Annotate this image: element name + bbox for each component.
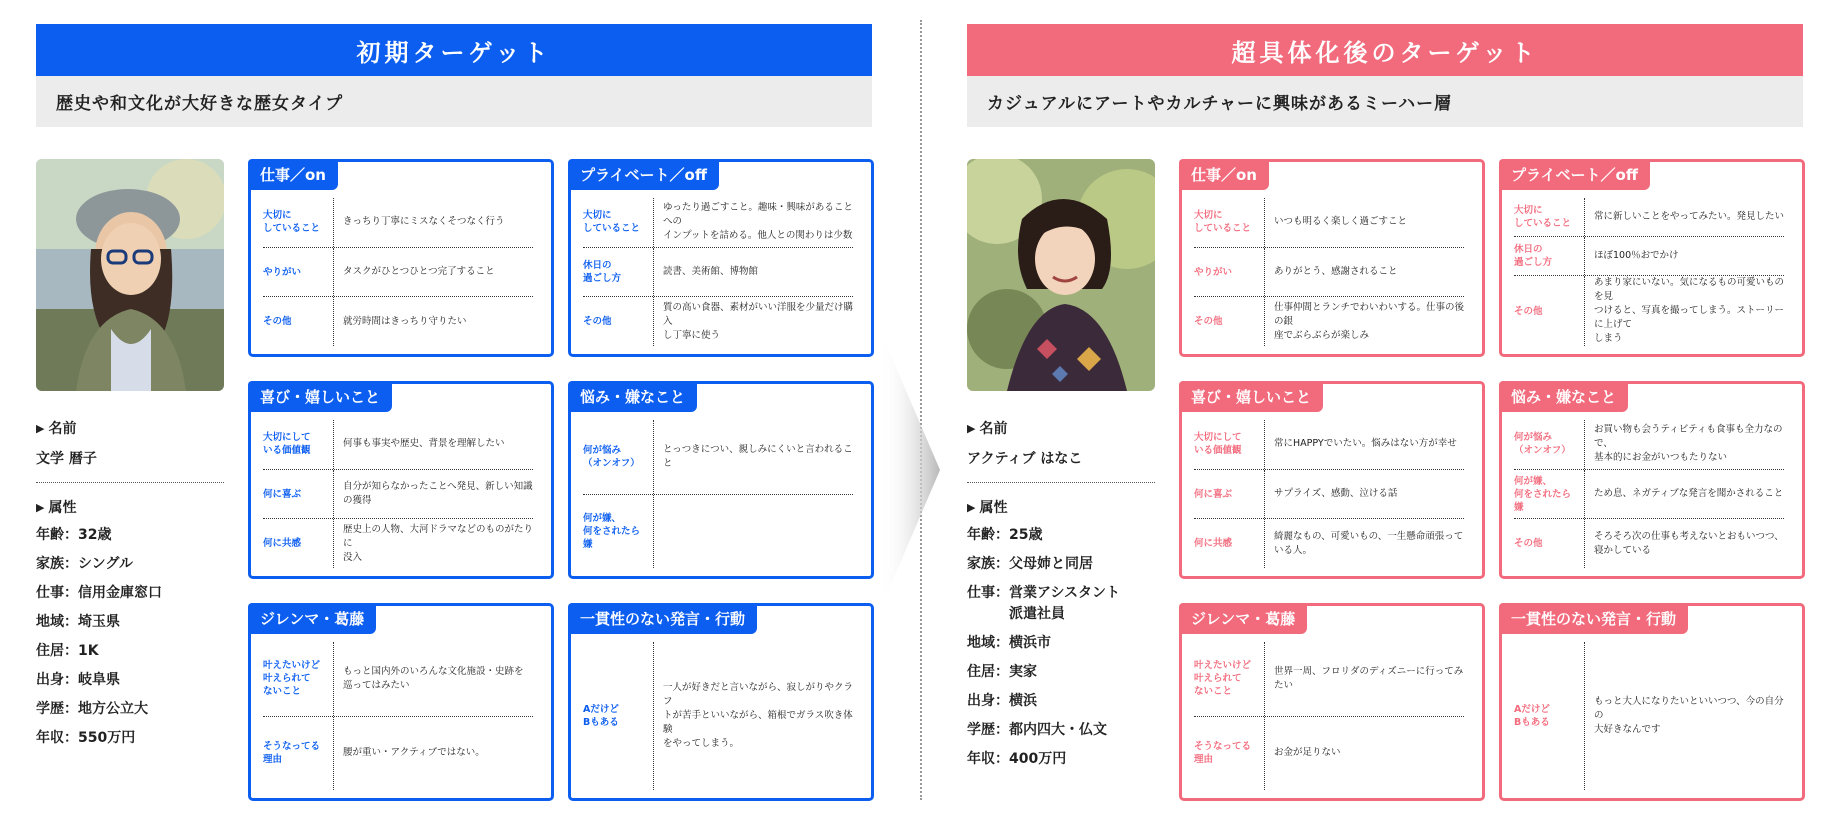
worries-card — [1499, 381, 1805, 579]
row-value: いつも明るく楽しく過ごすこと — [1264, 198, 1464, 247]
divider — [36, 482, 224, 483]
card-row — [583, 297, 853, 346]
attribute-value: 信用金庫窓口 — [78, 585, 162, 601]
attribute-row — [967, 716, 1155, 745]
card-row — [263, 470, 533, 520]
card-row — [1194, 198, 1464, 248]
row-label: 何が嫌、 何をされたら嫌 — [1514, 475, 1572, 513]
attribute-key: 地域： — [36, 614, 78, 630]
attribute-key: 年齢： — [36, 527, 78, 543]
card-row — [1194, 519, 1464, 568]
row-value: 自分が知らなかったことへ発見、新しい知識の獲得 — [333, 470, 533, 519]
card-row — [263, 198, 533, 248]
work-card — [248, 159, 554, 357]
card-title: プライベート／off — [1499, 159, 1650, 190]
attribute-value: 400万円 — [1009, 751, 1067, 767]
panel-title: 初期ターゲット — [36, 24, 872, 76]
attribute-value: 父母姉と同居 — [1009, 556, 1093, 572]
attribute-row — [967, 521, 1155, 550]
row-label: Aだけど Bもある — [1514, 704, 1550, 728]
attribute-heading — [967, 497, 1155, 517]
row-label: 大切に していること — [583, 210, 641, 235]
card-row — [1194, 297, 1464, 346]
attribute-value: 550万円 — [78, 730, 136, 746]
row-label: 大切に していること — [263, 210, 321, 235]
row-label: 何に共感 — [1194, 538, 1233, 550]
card-row — [263, 717, 533, 791]
initial-target-panel — [36, 24, 872, 804]
card-row — [1194, 470, 1464, 520]
triangle-icon: ▶ — [967, 421, 976, 435]
row-label: 何に喜ぶ — [1194, 488, 1233, 500]
row-value — [653, 495, 853, 569]
attribute-list — [967, 521, 1155, 774]
card-title: 仕事／on — [1179, 159, 1269, 190]
attribute-heading-label: 属性 — [48, 500, 77, 516]
inconsistency-card — [1499, 603, 1805, 801]
row-label: その他 — [583, 316, 612, 328]
row-value: とっつきについ、親しみにくいと言われること — [653, 420, 853, 494]
row-value: お買い物も会うティビティも食事も全力なので、 基本的にお金がいつもたりない — [1584, 420, 1784, 469]
row-value: 一人が好きだと言いながら、寂しがりやクラフ トが苦手といいながら、箱根でガラス吹き体験 をやってしまう。 — [653, 642, 853, 790]
card-row — [583, 248, 853, 298]
attribute-row — [967, 658, 1155, 687]
attribute-key: 学歴： — [36, 701, 78, 717]
attribute-value: 営業アシスタント 派遣社員 — [1009, 585, 1121, 622]
row-value: 読書、美術館、博物館 — [653, 248, 853, 297]
panel-title: 超具体化後のターゲット — [967, 24, 1803, 76]
row-value: そろそろ次の仕事も考えないとおもいつつ、 寝かしている — [1584, 519, 1784, 568]
card-row — [1514, 198, 1784, 237]
refined-target-panel — [967, 24, 1803, 804]
card-row — [1194, 717, 1464, 791]
attribute-row — [36, 579, 224, 608]
row-label: そうなってる 理由 — [263, 741, 321, 766]
row-label: その他 — [1514, 538, 1543, 550]
persona-photo — [967, 159, 1155, 391]
card-row — [1514, 237, 1784, 276]
row-value: もっと大人になりたいといいつつ、今の自分の 大好きなんです — [1584, 642, 1784, 790]
name-heading-label: 名前 — [48, 421, 77, 437]
row-value: きっちり丁寧にミスなくそつなく行う — [333, 198, 533, 247]
attribute-key: 出身： — [967, 693, 1009, 709]
private-card — [1499, 159, 1805, 357]
row-value: 世界一周、フロリダのディズニーに行ってみたい — [1264, 642, 1464, 716]
card-row — [1194, 642, 1464, 717]
attribute-key: 年収： — [967, 751, 1009, 767]
row-value: 就労時間はきっちり守りたい — [333, 297, 533, 346]
card-row — [583, 495, 853, 569]
row-value: 常にHAPPYでいたい。悩みはない方が幸せ — [1264, 420, 1464, 469]
triangle-icon: ▶ — [967, 500, 976, 514]
card-row — [1514, 470, 1784, 520]
card-title: プライベート／off — [568, 159, 719, 190]
row-label: やりがい — [263, 266, 302, 278]
row-value: お金が足りない — [1264, 717, 1464, 791]
row-label: その他 — [1514, 305, 1543, 317]
attribute-row — [36, 695, 224, 724]
row-label: 大切にして いる価値観 — [263, 432, 311, 457]
transition-arrow-icon — [880, 330, 940, 610]
row-value: ため息、ネガティブな発言を聞かされること — [1584, 470, 1784, 519]
row-value: あまり家にいない。気になるもの可愛いものを見 つけると、写真を撮ってしまう。ストーリーに上げて しまう — [1584, 276, 1784, 346]
row-label: Aだけど Bもある — [583, 704, 619, 728]
attribute-value: 32歳 — [78, 527, 112, 543]
card-title: 一貫性のない発言・行動 — [568, 603, 757, 634]
attribute-row — [36, 550, 224, 579]
row-value: 仕事仲間とランチでわいわいする。仕事の後の銀 座でぶらぶらが楽しみ — [1264, 297, 1464, 346]
row-value: ほぼ100％おでかけ — [1584, 237, 1784, 275]
attribute-row — [967, 687, 1155, 716]
persona-photo — [36, 159, 224, 391]
worries-card — [568, 381, 874, 579]
row-value: もっと国内外のいろんな文化施設・史跡を 巡ってはみたい — [333, 642, 533, 716]
row-label: 何が悩み （オンオフ） — [1514, 432, 1571, 457]
card-title: 喜び・嬉しいこと — [1179, 381, 1323, 412]
card-row — [583, 642, 853, 790]
card-row — [263, 642, 533, 717]
inconsistency-card — [568, 603, 874, 801]
attribute-key: 出身： — [36, 672, 78, 688]
dilemma-card — [1179, 603, 1485, 801]
row-value: 腰が重い・アクティブではない。 — [333, 717, 533, 791]
attribute-value: 25歳 — [1009, 527, 1043, 543]
triangle-icon: ▶ — [36, 500, 45, 514]
card-title: ジレンマ・葛藤 — [1179, 603, 1307, 634]
attribute-row — [36, 724, 224, 753]
attribute-value: 埼玉県 — [78, 614, 120, 630]
joy-card — [1179, 381, 1485, 579]
row-value: タスクがひとつひとつ完了すること — [333, 248, 533, 297]
attribute-value: 岐阜県 — [78, 672, 120, 688]
row-label: 大切にして いる価値観 — [1194, 432, 1242, 457]
row-value: 質の高い食器、素材がいい洋服を少量だけ購入 し丁寧に使う — [653, 297, 853, 346]
attribute-row — [36, 521, 224, 550]
name-heading — [967, 418, 1155, 438]
row-label: その他 — [263, 316, 292, 328]
card-title: 一貫性のない発言・行動 — [1499, 603, 1688, 634]
attribute-heading — [36, 497, 224, 517]
card-title: 悩み・嫌なこと — [568, 381, 697, 412]
private-card — [568, 159, 874, 357]
row-label: そうなってる 理由 — [1194, 741, 1252, 766]
attribute-value: 横浜市 — [1009, 635, 1051, 651]
attribute-list — [36, 521, 224, 753]
row-label: その他 — [1194, 316, 1223, 328]
work-card — [1179, 159, 1485, 357]
persona-profile — [967, 418, 1155, 774]
attribute-value: 1K — [78, 643, 99, 659]
attribute-key: 仕事： — [967, 585, 1009, 601]
attribute-key: 地域： — [967, 635, 1009, 651]
card-row — [1194, 420, 1464, 470]
attribute-key: 年収： — [36, 730, 78, 746]
row-label: 何が嫌、 何をされたら 嫌 — [583, 512, 641, 550]
attribute-row — [967, 629, 1155, 658]
card-row — [1514, 420, 1784, 470]
divider — [967, 482, 1155, 483]
card-title: 悩み・嫌なこと — [1499, 381, 1628, 412]
row-value: ゆったり過ごすこと。趣味・興味があることへの インプットを詰める。他人との関わりは少数 — [653, 198, 853, 247]
persona-profile — [36, 418, 224, 753]
attribute-row — [36, 637, 224, 666]
name-heading — [36, 418, 224, 438]
card-row — [263, 297, 533, 346]
row-label: 大切に していること — [1194, 210, 1252, 235]
card-row — [1514, 276, 1784, 346]
card-row — [583, 198, 853, 248]
row-label: 大切に していること — [1514, 205, 1572, 229]
attribute-row — [36, 666, 224, 695]
attribute-value: シングル — [78, 556, 133, 572]
attribute-key: 家族： — [967, 556, 1009, 572]
attribute-row — [967, 550, 1155, 579]
dilemma-card — [248, 603, 554, 801]
attribute-key: 家族： — [36, 556, 78, 572]
attribute-value: 横浜 — [1009, 693, 1037, 709]
card-row — [1514, 519, 1784, 568]
persona-name: アクティブ はなこ — [967, 451, 1083, 467]
attribute-value: 都内四大・仏文 — [1009, 722, 1107, 738]
card-row — [1194, 248, 1464, 298]
attribute-key: 住居： — [36, 643, 78, 659]
attribute-row — [36, 608, 224, 637]
row-value: ありがとう、感謝されること — [1264, 248, 1464, 297]
triangle-icon: ▶ — [36, 421, 45, 435]
row-label: 何に共感 — [263, 538, 302, 550]
joy-card — [248, 381, 554, 579]
row-value: 歴史上の人物、大河ドラマなどのものがたりに 没入 — [333, 519, 533, 568]
name-heading-label: 名前 — [979, 421, 1008, 437]
attribute-row — [967, 745, 1155, 774]
attribute-key: 学歴： — [967, 722, 1009, 738]
panel-subtitle: カジュアルにアートやカルチャーに興味があるミーハー層 — [967, 76, 1803, 127]
row-label: 休日の 過ごし方 — [583, 260, 622, 284]
card-row — [1514, 642, 1784, 790]
panel-subtitle: 歴史や和文化が大好きな歴女タイプ — [36, 76, 872, 127]
row-label: 何が悩み （オンオフ） — [583, 444, 640, 469]
card-row — [263, 519, 533, 568]
card-row — [583, 420, 853, 495]
attribute-row — [967, 579, 1155, 629]
row-label: 休日の 過ごし方 — [1514, 244, 1553, 268]
attribute-value: 実家 — [1009, 664, 1037, 680]
persona-name: 文学 暦子 — [36, 451, 97, 467]
row-value: 何事も事実や歴史、背景を理解したい — [333, 420, 533, 469]
row-label: 叶えたいけど 叶えられて ないこと — [1194, 660, 1252, 698]
row-value: 常に新しいことをやってみたい。発見したい — [1584, 198, 1784, 236]
row-value: サプライズ、感動、泣ける話 — [1264, 470, 1464, 519]
attribute-heading-label: 属性 — [979, 500, 1008, 516]
attribute-value: 地方公立大 — [78, 701, 148, 717]
attribute-key: 仕事： — [36, 585, 78, 601]
card-title: 仕事／on — [248, 159, 338, 190]
card-title: ジレンマ・葛藤 — [248, 603, 376, 634]
attribute-key: 住居： — [967, 664, 1009, 680]
row-label: 何に喜ぶ — [263, 488, 302, 500]
row-label: やりがい — [1194, 266, 1233, 278]
row-value: 綺麗なもの、可愛いもの、一生懸命頑張っている人。 — [1264, 519, 1464, 568]
attribute-key: 年齢： — [967, 527, 1009, 543]
card-row — [263, 248, 533, 298]
row-label: 叶えたいけど 叶えられて ないこと — [263, 660, 321, 698]
card-title: 喜び・嬉しいこと — [248, 381, 392, 412]
card-row — [263, 420, 533, 470]
